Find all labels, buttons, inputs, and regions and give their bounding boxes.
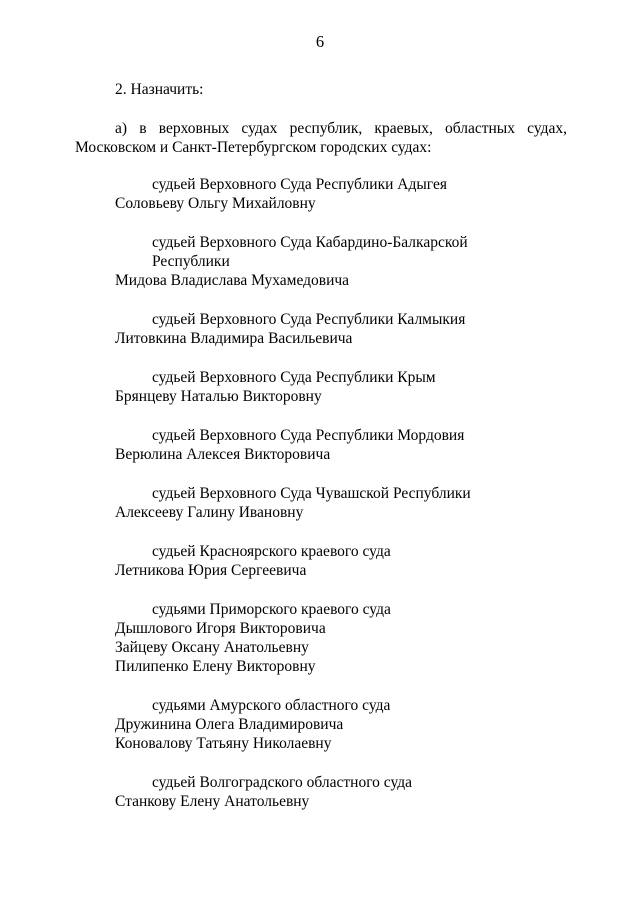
appointment-position: судьей Верховного Суда Республики Адыгея (152, 176, 447, 193)
appointment-position: судьями Приморского краевого суда (152, 601, 391, 618)
appointee-name: Верюлина Алексея Викторовича (115, 446, 331, 463)
appointment-position: судьей Волгоградского областного суда (152, 774, 413, 791)
appointee-name: Зайцеву Оксану Анатольевну (115, 639, 309, 656)
appointment-entry (115, 696, 390, 753)
subitem-line-2: Московском и Санкт-Петербургском городских судах: (75, 139, 432, 156)
appointment-entry (115, 310, 465, 348)
appointment-entry (115, 233, 468, 290)
appointment-entry (115, 175, 447, 213)
appointee-name: Брянцеву Наталью Викторовну (115, 388, 322, 405)
appointment-entry (115, 368, 436, 406)
appointee-name: Летникова Юрия Сергеевича (115, 562, 307, 579)
appointee-name: Дышлового Игоря Викторовича (115, 620, 326, 637)
appointee-name: Соловьеву Ольгу Михайловну (115, 195, 316, 212)
appointee-name: Дружинина Олега Владимировича (115, 716, 344, 733)
page-number: 6 (315, 32, 325, 51)
appointment-entry (115, 600, 391, 676)
subitem-line-1: а) в верховных судах республик, краевых, областных судах, (115, 120, 567, 137)
appointment-position: судьями Амурского областного суда (152, 697, 391, 714)
appointee-name: Мидова Владислава Мухамедовича (115, 272, 350, 289)
appointment-position: судьей Верховного Суда Чувашской Республики (152, 485, 471, 502)
appointment-entry (115, 542, 391, 580)
appointee-name: Литовкина Владимира Васильевича (115, 330, 353, 347)
appointment-position: судьей Верховного Суда Кабардино-Балкарской (152, 234, 468, 251)
appointee-name: Алексееву Галину Ивановну (115, 504, 304, 521)
appointee-name: Коновалову Татьяну Николаевну (115, 735, 332, 752)
appointment-position: судьей Верховного Суда Республики Крым (152, 369, 436, 386)
subitem-paragraph (75, 119, 567, 157)
appointment-position: судьей Верховного Суда Республики Калмыкия (152, 311, 466, 328)
section-heading: 2. Назначить: (115, 81, 204, 98)
appointee-name: Пилипенко Елену Викторовну (115, 658, 316, 675)
appointment-entry (115, 426, 464, 464)
appointment-entry (115, 773, 412, 811)
appointment-position: судьей Верховного Суда Республики Мордовия (152, 427, 465, 444)
appointee-name: Станкову Елену Анатольевну (115, 793, 310, 810)
appointment-entry (115, 484, 471, 522)
appointment-position: судьей Красноярского краевого суда (152, 543, 391, 560)
appointment-position-continued: Республики (152, 253, 230, 270)
